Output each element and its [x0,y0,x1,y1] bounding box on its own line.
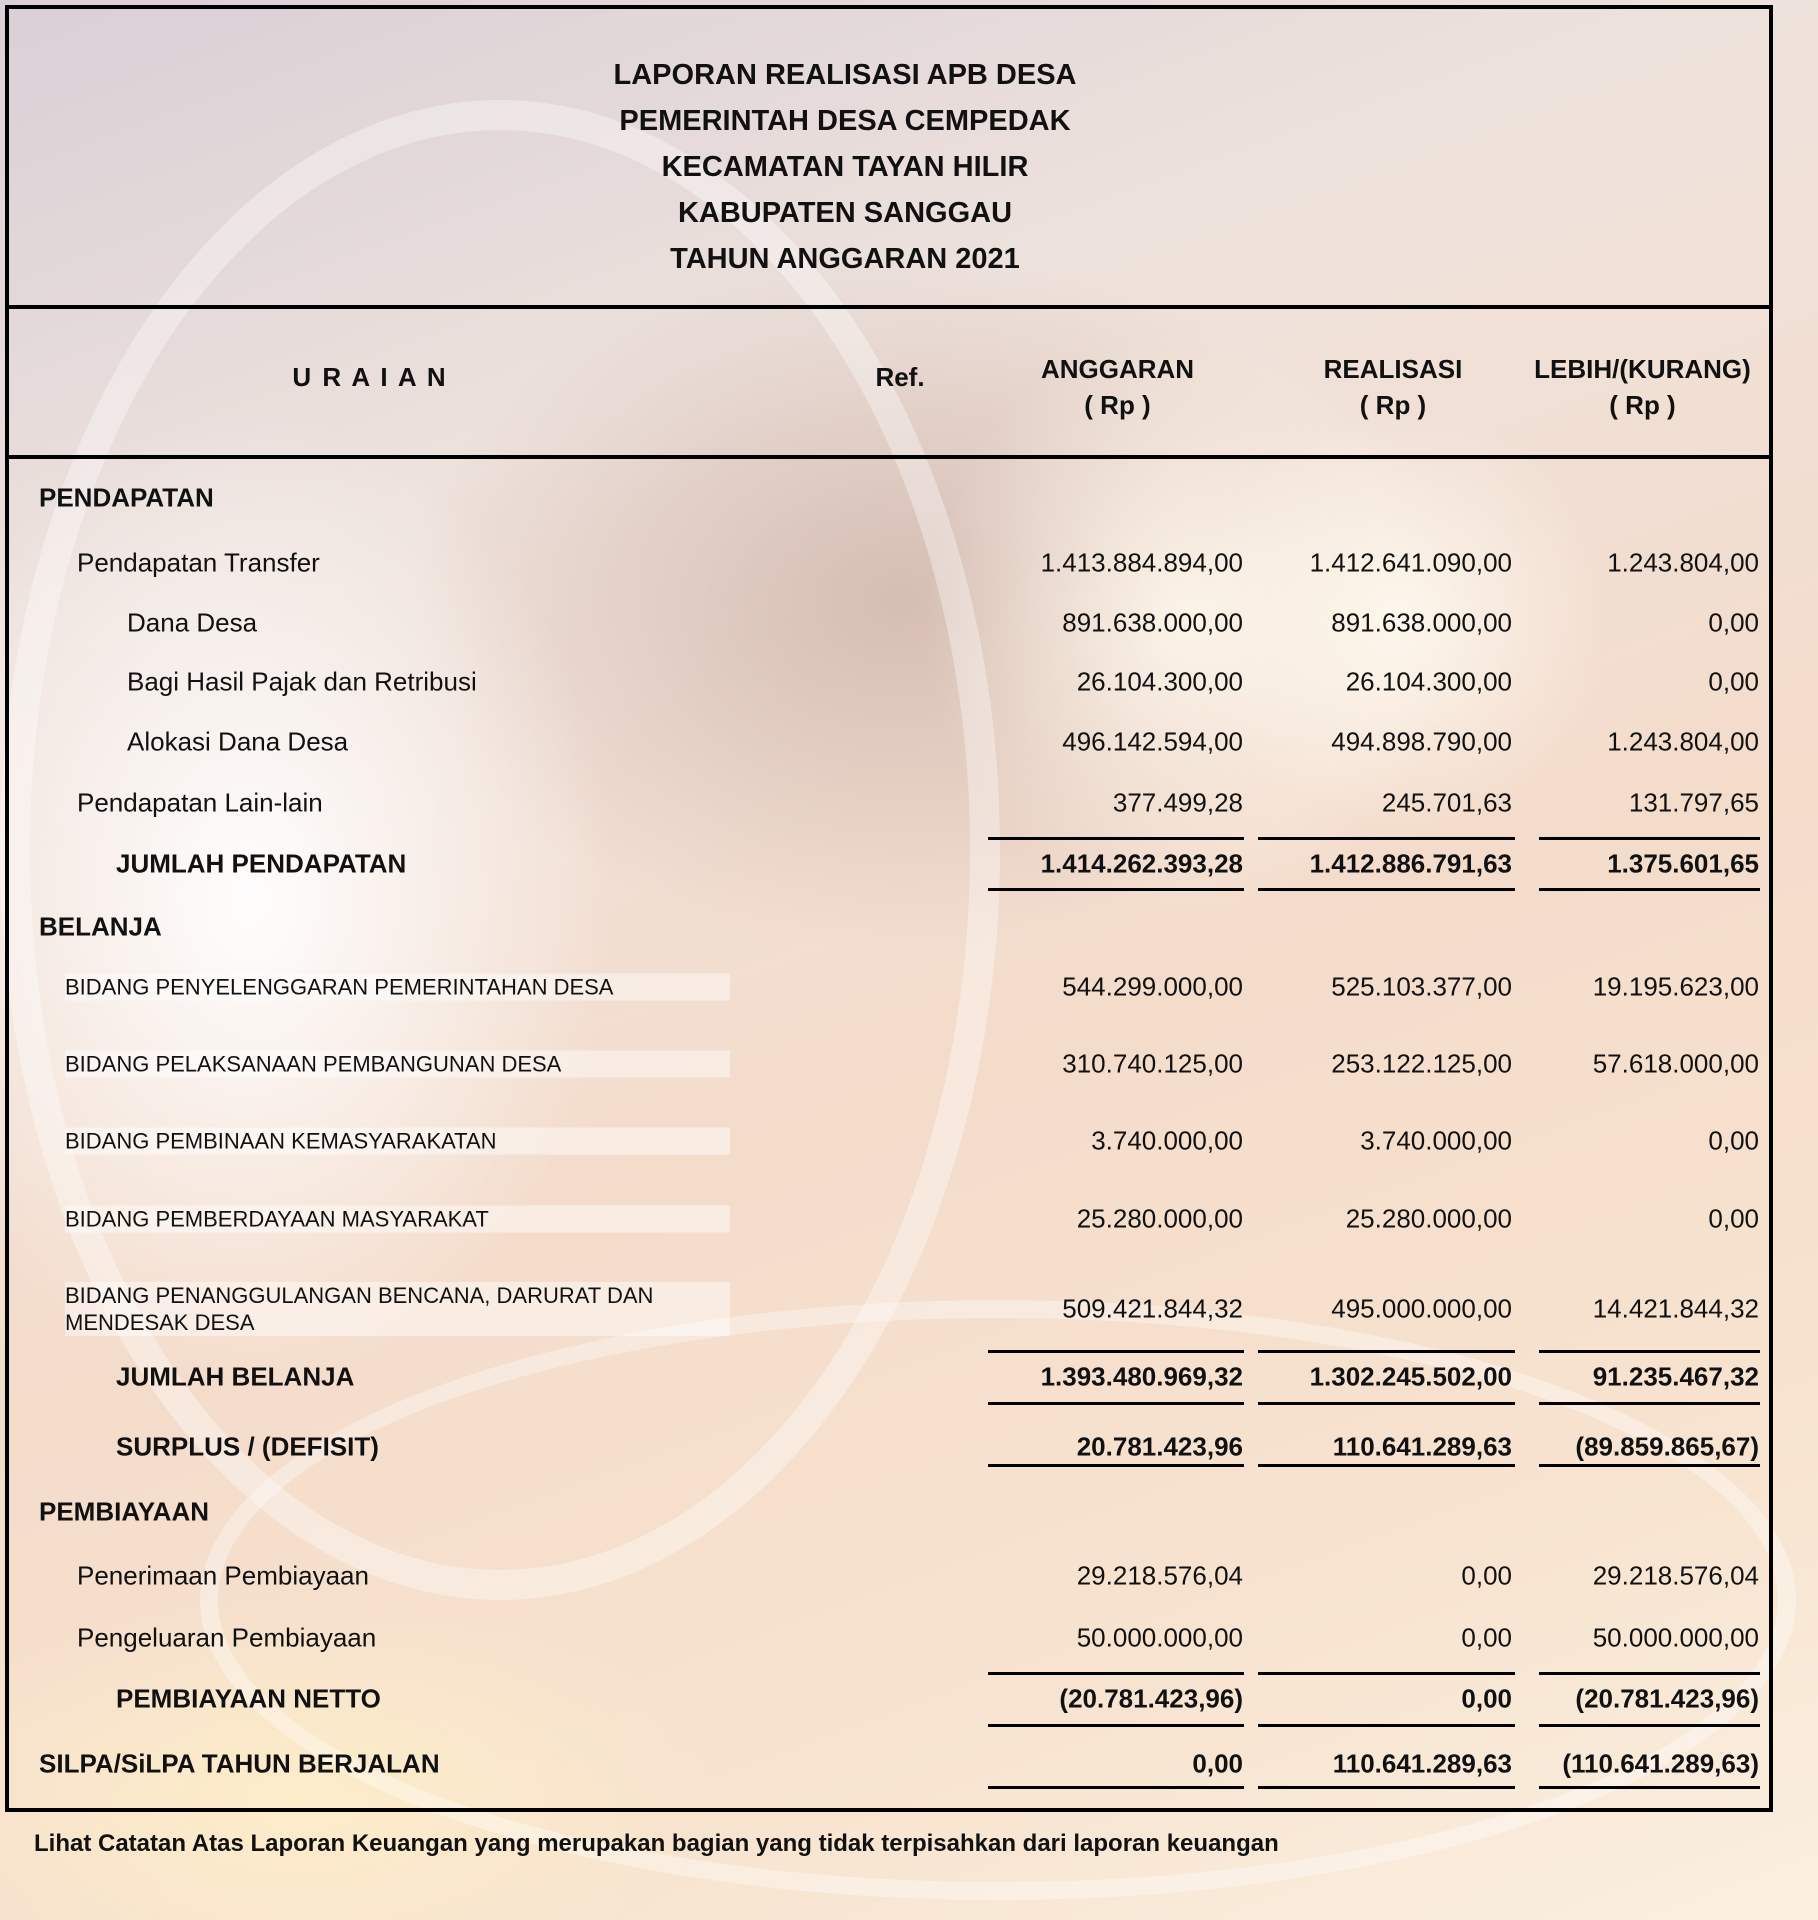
row-label: BIDANG PENYELENGGARAN PEMERINTAHAN DESA [65,974,730,1001]
realisasi-unit: ( Rp ) [1359,390,1427,420]
row-label: BIDANG PEMBERDAYAAN MASYARAKAT [65,1206,730,1233]
total-underline [988,888,1244,891]
row-label: Pengeluaran Pembiayaan [77,1622,377,1653]
value-anggaran: 509.421.844,32 [1062,1293,1243,1324]
total-underline [988,1672,1244,1675]
value-lebih: 19.195.623,00 [1592,971,1759,1002]
value-realisasi: 1.412.886.791,63 [1309,848,1512,879]
value-realisasi: 1.302.245.502,00 [1309,1361,1512,1392]
total-underline [1539,1350,1760,1353]
total-underline [1539,837,1760,840]
row-label: Pendapatan Lain-lain [77,787,323,818]
value-lebih: 131.797,65 [1628,787,1759,818]
value-lebih: 50.000.000,00 [1592,1622,1759,1653]
total-underline [988,1724,1244,1727]
column-header-ref: Ref. [875,362,925,392]
value-realisasi: 494.898.790,00 [1331,726,1512,757]
value-anggaran: 50.000.000,00 [1076,1622,1243,1653]
value-lebih: 57.618.000,00 [1592,1048,1759,1079]
row-label: BIDANG PELAKSANAAN PEMBANGUNAN DESA [65,1051,730,1078]
value-realisasi: 1.412.641.090,00 [1309,547,1512,578]
footer-note: Lihat Catatan Atas Laporan Keuangan yang merupakan bagian yang tidak terpisahkan dari laporan keuangan [34,1830,1279,1857]
row-label: BIDANG PEMBINAAN KEMASYARAKATAN [65,1128,730,1155]
title-line: KABUPATEN SANGGAU [677,197,1013,229]
value-anggaran: 0,00 [1192,1748,1243,1779]
row-label: PENDAPATAN [39,482,214,513]
value-anggaran: 3.740.000,00 [1091,1125,1243,1156]
value-anggaran: 891.638.000,00 [1062,607,1243,638]
lebih-label: LEBIH/(KURANG) [1534,354,1751,384]
total-underline [1258,1402,1515,1405]
row-label: SILPA/SiLPA TAHUN BERJALAN [39,1748,440,1779]
title-line: TAHUN ANGGARAN 2021 [670,243,1020,275]
total-underline [1258,1350,1515,1353]
total-underline [988,837,1244,840]
column-header-lebih-kurang [1520,351,1765,423]
value-realisasi: 25.280.000,00 [1345,1203,1512,1234]
value-realisasi: 0,00 [1461,1622,1512,1653]
value-realisasi: 495.000.000,00 [1331,1293,1512,1324]
title-line: LAPORAN REALISASI APB DESA [613,59,1077,91]
row-label: Dana Desa [127,607,258,638]
value-anggaran: 1.413.884.894,00 [1040,547,1243,578]
value-realisasi: 110.641.289,63 [1332,1431,1512,1462]
total-underline [1258,1724,1515,1727]
total-underline [1539,1724,1760,1727]
value-lebih: 1.243.804,00 [1607,547,1759,578]
value-anggaran: 496.142.594,00 [1062,726,1243,757]
value-realisasi: 26.104.300,00 [1345,666,1512,697]
value-realisasi: 245.701,63 [1381,787,1512,818]
value-anggaran: 377.499,28 [1112,787,1243,818]
value-anggaran: 544.299.000,00 [1062,971,1243,1002]
row-label: Penerimaan Pembiayaan [77,1560,369,1591]
title-line: KECAMATAN TAYAN HILIR [661,151,1029,183]
column-header-uraian: U R A I A N [292,362,448,392]
value-lebih: 91.235.467,32 [1592,1361,1759,1392]
value-anggaran: (20.781.423,96) [1059,1683,1243,1714]
value-realisasi: 110.641.289,63 [1332,1748,1512,1779]
total-underline [1539,1786,1760,1789]
column-header-anggaran [990,351,1245,423]
total-underline [1539,1402,1760,1405]
row-label: Bagi Hasil Pajak dan Retribusi [127,666,477,697]
row-label: Pendapatan Transfer [77,547,320,578]
value-lebih: 14.421.844,32 [1592,1293,1759,1324]
total-underline [1258,1672,1515,1675]
value-realisasi: 3.740.000,00 [1360,1125,1512,1156]
value-lebih: (20.781.423,96) [1575,1683,1759,1714]
value-lebih: 29.218.576,04 [1592,1560,1759,1591]
value-anggaran: 1.393.480.969,32 [1040,1361,1243,1392]
row-label: Alokasi Dana Desa [127,726,349,757]
column-header-divider [5,455,1769,459]
row-label: PEMBIAYAAN NETTO [116,1683,381,1714]
total-underline [1539,1464,1760,1467]
row-label: PEMBIAYAAN [39,1496,210,1527]
value-anggaran: 26.104.300,00 [1076,666,1243,697]
total-underline [1258,1464,1515,1467]
value-realisasi: 0,00 [1461,1683,1512,1714]
value-realisasi: 0,00 [1461,1560,1512,1591]
value-anggaran: 29.218.576,04 [1076,1560,1243,1591]
row-label: SURPLUS / (DEFISIT) [116,1431,379,1462]
value-lebih: (89.859.865,67) [1575,1431,1759,1462]
row-label: JUMLAH BELANJA [116,1361,355,1392]
value-anggaran: 20.781.423,96 [1076,1431,1243,1462]
value-lebih: 0,00 [1708,1125,1759,1156]
value-lebih: 0,00 [1708,1203,1759,1234]
value-anggaran: 310.740.125,00 [1062,1048,1243,1079]
value-realisasi: 253.122.125,00 [1331,1048,1512,1079]
total-underline [988,1464,1244,1467]
title-line: PEMERINTAH DESA CEMPEDAK [619,105,1071,137]
total-underline [1539,1672,1760,1675]
total-underline [1258,837,1515,840]
value-lebih: 0,00 [1708,666,1759,697]
row-label: BIDANG PENANGGULANGAN BENCANA, DARURAT DAN MENDESAK DESA [65,1282,730,1336]
total-underline [1258,888,1515,891]
value-lebih: (110.641.289,63) [1562,1748,1759,1779]
header-divider [5,305,1769,309]
column-header-realisasi [1258,351,1528,423]
total-underline [988,1786,1244,1789]
total-underline [1539,888,1760,891]
anggaran-label: ANGGARAN [1040,354,1195,384]
total-underline [988,1402,1244,1405]
realisasi-label: REALISASI [1323,354,1463,384]
value-lebih: 1.243.804,00 [1607,726,1759,757]
value-realisasi: 525.103.377,00 [1331,971,1512,1002]
total-underline [1258,1786,1515,1789]
value-anggaran: 1.414.262.393,28 [1040,848,1243,879]
value-lebih: 1.375.601,65 [1607,848,1759,879]
value-anggaran: 25.280.000,00 [1076,1203,1243,1234]
total-underline [988,1350,1244,1353]
anggaran-unit: ( Rp ) [1084,390,1151,420]
lebih-unit: ( Rp ) [1609,390,1676,420]
value-lebih: 0,00 [1708,607,1759,638]
value-realisasi: 891.638.000,00 [1331,607,1512,638]
row-label: JUMLAH PENDAPATAN [116,848,407,879]
row-label: BELANJA [39,911,162,942]
